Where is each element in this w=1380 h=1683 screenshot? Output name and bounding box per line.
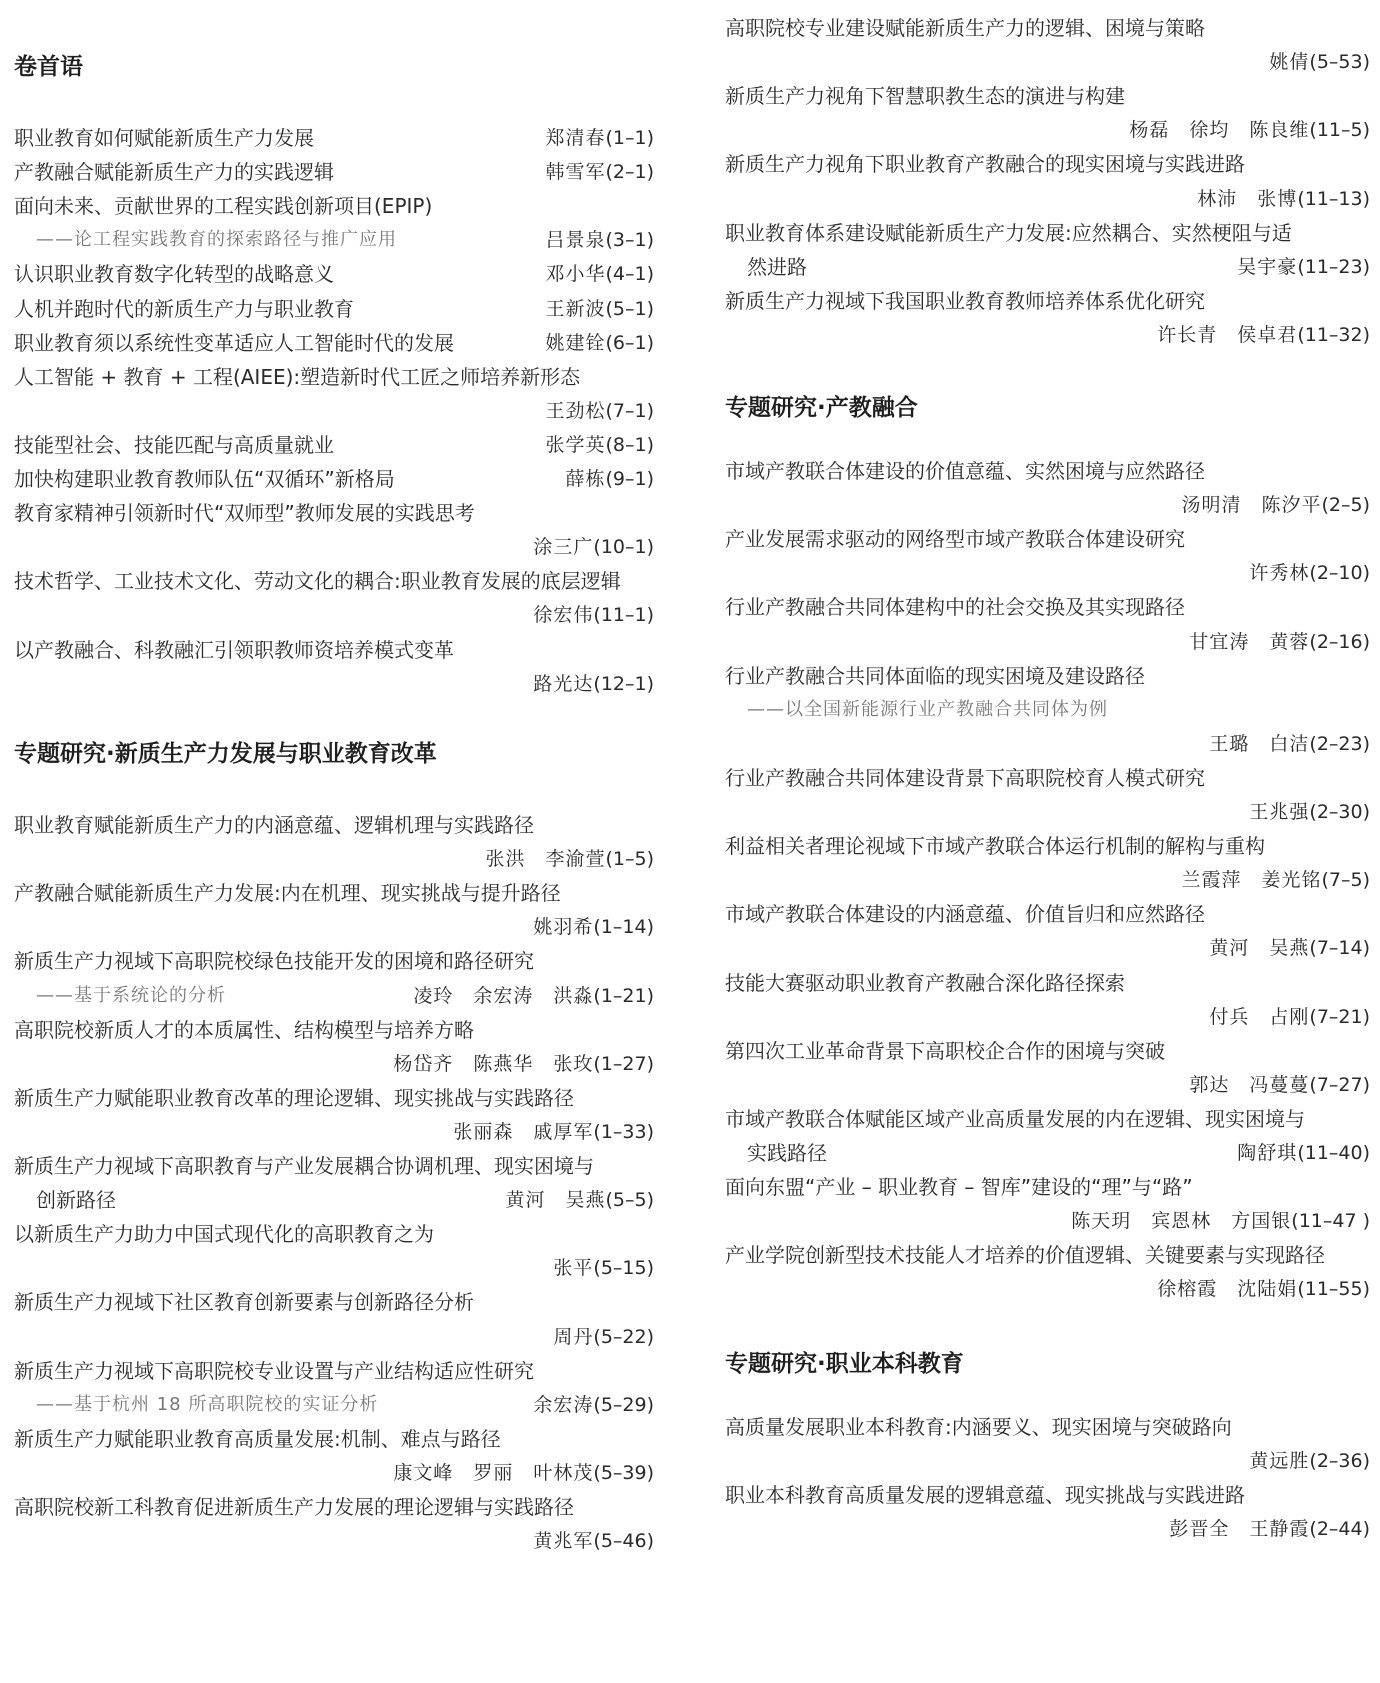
author-ref xyxy=(1157,319,1370,351)
article-title: 市域产教联合体赋能区域产业高质量发展的内在逻辑、现实困境与 xyxy=(725,1106,1305,1131)
author-names: 薛栋 xyxy=(565,468,606,490)
author-ref xyxy=(533,599,654,631)
author-names: 付兵 占刚 xyxy=(1209,1005,1310,1028)
toc-entry-author-row xyxy=(725,46,1370,78)
article-title: 产业学院创新型技术技能人才培养的价值逻辑、关键要素与实现路径 xyxy=(725,1243,1325,1268)
toc-entry xyxy=(725,285,1370,317)
toc-entry-author-row xyxy=(725,796,1370,828)
article-title: 行业产教融合共同体建构中的社会交换及其实现路径 xyxy=(725,595,1185,620)
toc-entry-author-row xyxy=(725,183,1370,215)
article-title: 高质量发展职业本科教育:内涵要义、现实困境与突破路向 xyxy=(725,1415,1232,1439)
toc-entry xyxy=(725,148,1370,180)
author-ref xyxy=(1249,1445,1370,1477)
toc-entry xyxy=(14,809,654,841)
author-names: 黄远胜 xyxy=(1249,1450,1310,1473)
issue-page-ref: (6–1) xyxy=(605,331,654,354)
article-title: 新质生产力视域下高职教育与产业发展耦合协调机理、现实困境与 xyxy=(14,1154,594,1178)
toc-entry xyxy=(14,1150,654,1182)
toc-entry-author-row xyxy=(725,319,1370,351)
author-ref xyxy=(1181,489,1370,521)
article-title: 市域产教联合体建设的价值意蕴、实然困境与应然路径 xyxy=(725,459,1205,483)
toc-entry xyxy=(14,429,654,461)
toc-entry-subtitle-row xyxy=(725,694,1370,726)
toc-entry xyxy=(14,327,654,359)
author-ref xyxy=(533,531,654,563)
article-title: 以产教融合、科教融汇引领职教师资培养模式变革 xyxy=(14,637,454,662)
toc-entry xyxy=(14,122,654,154)
article-title: 产业发展需求驱动的网络型市域产教联合体建设研究 xyxy=(725,527,1185,552)
article-subtitle: ——以全国新能源行业产教融合共同体为例 xyxy=(747,698,1108,720)
section-heading: 专题研究·新质生产力发展与职业教育改革 xyxy=(14,741,437,767)
toc-entry xyxy=(14,361,654,393)
issue-page-ref: (8–1) xyxy=(605,433,654,456)
issue-page-ref: (4–1) xyxy=(605,263,654,286)
toc-entry xyxy=(725,1239,1370,1271)
article-title: 新质生产力赋能职业教育改革的理论逻辑、现实挑战与实践路径 xyxy=(14,1085,574,1110)
toc-entry xyxy=(14,945,654,977)
author-ref xyxy=(1237,251,1370,283)
issue-page-ref: (2–44) xyxy=(1309,1518,1370,1541)
author-names: 汤明清 陈汐平 xyxy=(1181,494,1322,517)
author-ref xyxy=(453,1116,654,1148)
author-ref xyxy=(565,463,654,495)
author-names: 姚倩 xyxy=(1269,51,1310,74)
toc-entry-author-row xyxy=(14,911,654,943)
issue-page-ref: (1–27) xyxy=(593,1052,654,1075)
toc-entry xyxy=(725,12,1370,44)
author-ref xyxy=(545,395,654,427)
author-names: 涂三广 xyxy=(533,536,594,559)
author-ref xyxy=(1237,1137,1370,1169)
toc-entry xyxy=(14,258,654,290)
author-names: 路光达 xyxy=(533,672,594,695)
author-ref xyxy=(1157,1273,1370,1305)
section-heading: 卷首语 xyxy=(14,54,83,80)
toc-entry-subtitle-row xyxy=(14,980,654,1012)
issue-page-ref: (5–39) xyxy=(593,1461,654,1484)
author-ref xyxy=(1209,932,1370,964)
issue-page-ref: (7–14) xyxy=(1309,937,1370,960)
toc-entry xyxy=(14,293,654,325)
toc-entry-author-row xyxy=(14,531,654,563)
issue-page-ref: (5–15) xyxy=(593,1257,654,1280)
author-ref xyxy=(1197,183,1370,215)
author-ref xyxy=(393,1048,654,1080)
toc-entry xyxy=(725,455,1370,487)
author-ref xyxy=(1209,728,1370,760)
author-ref xyxy=(1129,114,1370,146)
toc-entry xyxy=(725,523,1370,555)
toc-entry-author-row xyxy=(14,1252,654,1284)
author-names: 张洪 李渝萱 xyxy=(485,848,606,871)
article-title: 职业本科教育高质量发展的逻辑意蕴、现实挑战与实践进路 xyxy=(725,1483,1245,1508)
author-names: 徐榕霞 沈陆娟 xyxy=(1157,1278,1298,1301)
issue-page-ref: (5–22) xyxy=(593,1325,654,1348)
toc-entry xyxy=(725,1479,1370,1511)
issue-page-ref: (12–1) xyxy=(593,672,654,695)
author-ref xyxy=(1181,864,1370,896)
author-ref xyxy=(545,122,654,154)
article-title: 新质生产力视域下高职院校专业设置与产业结构适应性研究 xyxy=(14,1358,534,1383)
toc-entry xyxy=(725,967,1370,999)
article-title: 新质生产力赋能职业教育高质量发展:机制、难点与路径 xyxy=(14,1426,501,1451)
issue-page-ref: (11–5) xyxy=(1309,119,1370,142)
article-title: 第四次工业革命背景下高职校企合作的困境与突破 xyxy=(725,1038,1165,1063)
toc-entry-author-row xyxy=(725,557,1370,589)
article-title: 职业教育赋能新质生产力的内涵意蕴、逻辑机理与实践路径 xyxy=(14,813,534,837)
author-names: 黄河 吴燕 xyxy=(1209,937,1310,960)
section-heading: 专题研究·职业本科教育 xyxy=(725,1351,964,1377)
issue-page-ref: (11–23) xyxy=(1297,255,1370,278)
toc-entry-author-row xyxy=(14,599,654,631)
issue-page-ref: (11–40) xyxy=(1297,1142,1370,1164)
article-title: 新质生产力视角下职业教育产教融合的现实困境与实践进路 xyxy=(725,152,1245,177)
issue-page-ref: (1–1) xyxy=(605,127,654,149)
author-names: 王兆强 xyxy=(1249,801,1310,823)
author-names: 郭达 冯蔓蔓 xyxy=(1189,1073,1310,1096)
toc-entry xyxy=(14,1218,654,1250)
issue-page-ref: (3–1) xyxy=(605,229,654,252)
article-title: 面向未来、贡献世界的工程实践创新项目(EPIP) xyxy=(14,194,433,219)
toc-entry xyxy=(725,591,1370,623)
author-ref xyxy=(533,1525,654,1557)
author-ref xyxy=(545,224,654,256)
toc-entry xyxy=(14,1014,654,1046)
issue-page-ref: (1–14) xyxy=(593,916,654,939)
toc-entry xyxy=(14,1286,654,1318)
toc-entry xyxy=(36,1184,654,1216)
toc-entry-author-row xyxy=(725,1069,1370,1101)
issue-page-ref: (2–1) xyxy=(605,161,654,184)
toc-entry xyxy=(725,1035,1370,1067)
issue-page-ref: (10–1) xyxy=(593,536,654,559)
toc-entry xyxy=(725,217,1370,249)
toc-entry xyxy=(725,1411,1370,1443)
toc-entry xyxy=(14,156,654,188)
author-ref xyxy=(545,156,654,188)
issue-page-ref: (2–16) xyxy=(1309,630,1370,653)
author-ref xyxy=(1169,1513,1370,1545)
toc-entry-author-row xyxy=(725,1513,1370,1545)
issue-page-ref: (9–1) xyxy=(605,468,654,490)
toc-entry-author-row xyxy=(725,489,1370,521)
toc-entry xyxy=(14,1355,654,1387)
issue-page-ref: (5–53) xyxy=(1309,51,1370,74)
toc-entry xyxy=(14,877,654,909)
toc-entry xyxy=(14,1082,654,1114)
toc-entry xyxy=(725,660,1370,692)
toc-entry xyxy=(747,1137,1370,1169)
author-ref xyxy=(1249,557,1370,589)
toc-entry-author-row xyxy=(725,932,1370,964)
author-ref xyxy=(1189,626,1370,658)
author-names: 徐宏伟 xyxy=(533,604,594,627)
issue-page-ref: (7–5) xyxy=(1321,869,1370,892)
author-ref xyxy=(545,293,654,325)
toc-entry-author-row xyxy=(725,1205,1370,1237)
article-title: 高职院校新质人才的本质属性、结构模型与培养方略 xyxy=(14,1017,474,1042)
article-title: 人工智能 + 教育 + 工程(AIEE):塑造新时代工匠之师培养新形态 xyxy=(14,364,581,389)
toc-entry xyxy=(725,762,1370,794)
issue-page-ref: (11–47 ) xyxy=(1291,1210,1370,1233)
issue-page-ref: (1–5) xyxy=(605,848,654,871)
article-title: 行业产教融合共同体面临的现实困境及建设路径 xyxy=(725,663,1145,688)
article-subtitle: ——基于杭州 18 所高职院校的实证分析 xyxy=(36,1393,379,1415)
author-ref xyxy=(533,1389,654,1421)
author-ref xyxy=(1249,796,1370,828)
article-title: 然进路 xyxy=(747,254,807,279)
toc-entry xyxy=(14,565,654,597)
toc-entry-author-row xyxy=(725,728,1370,760)
article-title: 职业教育如何赋能新质生产力发展 xyxy=(14,126,314,150)
article-title: 技术哲学、工业技术文化、劳动文化的耦合:职业教育发展的底层逻辑 xyxy=(14,569,621,594)
article-title: 教育家精神引领新时代“双师型”教师发展的实践思考 xyxy=(14,501,475,526)
article-subtitle: ——基于系统论的分析 xyxy=(36,984,226,1006)
article-title: 认识职业教育数字化转型的战略意义 xyxy=(14,262,334,287)
toc-entry xyxy=(725,830,1370,862)
issue-page-ref: (11–13) xyxy=(1297,187,1370,210)
toc-entry xyxy=(14,634,654,666)
toc-entry-author-row xyxy=(14,1321,654,1353)
author-names: 杨磊 徐均 陈良维 xyxy=(1129,119,1310,142)
issue-page-ref: (11–1) xyxy=(593,604,654,627)
issue-page-ref: (2–30) xyxy=(1309,801,1370,823)
author-names: 余宏涛 xyxy=(533,1393,594,1416)
section-heading: 专题研究·产教融合 xyxy=(725,395,918,421)
article-title: 技能大赛驱动职业教育产教融合深化路径探索 xyxy=(725,970,1125,995)
toc-entry xyxy=(14,463,654,495)
author-names: 周丹 xyxy=(553,1325,594,1348)
article-title: 新质生产力视域下我国职业教育教师培养体系优化研究 xyxy=(725,288,1205,313)
article-title: 人机并跑时代的新质生产力与职业教育 xyxy=(14,296,354,321)
article-subtitle: ——论工程实践教育的探索路径与推广应用 xyxy=(36,229,397,251)
toc-entry-author-row xyxy=(725,626,1370,658)
author-names: 黄河 吴燕 xyxy=(505,1189,606,1212)
issue-page-ref: (7–1) xyxy=(605,399,654,422)
author-ref xyxy=(1269,46,1370,78)
toc-entry xyxy=(725,1171,1370,1203)
author-names: 兰霞萍 姜光铭 xyxy=(1181,869,1322,892)
toc-entry-author-row xyxy=(725,864,1370,896)
author-names: 王璐 白洁 xyxy=(1209,732,1310,755)
article-title: 产教融合赋能新质生产力发展:内在机理、现实挑战与提升路径 xyxy=(14,881,561,906)
article-title: 职业教育体系建设赋能新质生产力发展:应然耦合、实然梗阻与适 xyxy=(725,220,1292,245)
toc-entry-author-row xyxy=(14,1457,654,1489)
author-names: 黄兆军 xyxy=(533,1530,594,1553)
author-names: 张平 xyxy=(553,1257,594,1280)
issue-page-ref: (7–27) xyxy=(1309,1073,1370,1096)
issue-page-ref: (11–55) xyxy=(1297,1278,1370,1301)
author-names: 甘宜涛 黄蓉 xyxy=(1189,630,1310,653)
issue-page-ref: (5–29) xyxy=(593,1393,654,1416)
toc-entry xyxy=(725,1103,1370,1135)
author-names: 许秀林 xyxy=(1249,562,1310,585)
toc-entry-subtitle-row xyxy=(14,224,654,256)
author-ref xyxy=(485,843,654,875)
toc-entry-author-row xyxy=(725,114,1370,146)
toc-entry-subtitle-row xyxy=(14,1389,654,1421)
author-ref xyxy=(505,1184,654,1216)
issue-page-ref: (5–1) xyxy=(605,297,654,320)
toc-entry xyxy=(725,898,1370,930)
toc-entry-author-row xyxy=(14,1116,654,1148)
issue-page-ref: (2–23) xyxy=(1309,732,1370,755)
author-names: 陶舒琪 xyxy=(1237,1142,1298,1164)
toc-entry-author-row xyxy=(725,1445,1370,1477)
article-title: 新质生产力视角下智慧职教生态的演进与构建 xyxy=(725,84,1125,109)
author-ref xyxy=(553,1321,654,1353)
issue-page-ref: (11–32) xyxy=(1297,323,1370,346)
toc-entry-author-row xyxy=(14,843,654,875)
author-names: 姚羽希 xyxy=(533,916,594,939)
article-title: 利益相关者理论视域下市域产教联合体运行机制的解构与重构 xyxy=(725,834,1265,859)
toc-entry-author-row xyxy=(14,1048,654,1080)
toc-entry xyxy=(14,1491,654,1523)
author-ref xyxy=(393,1457,654,1489)
author-names: 杨岱齐 陈燕华 张玫 xyxy=(393,1052,594,1075)
author-ref xyxy=(545,327,654,359)
toc-entry xyxy=(14,1423,654,1455)
author-names: 姚建铨 xyxy=(545,331,606,354)
author-names: 林沛 张博 xyxy=(1197,187,1298,210)
issue-page-ref: (2–10) xyxy=(1309,562,1370,585)
author-ref xyxy=(533,911,654,943)
author-names: 张学英 xyxy=(545,433,606,456)
article-title: 创新路径 xyxy=(36,1188,116,1213)
author-ref xyxy=(1071,1205,1370,1237)
author-names: 吕景泉 xyxy=(545,229,606,252)
toc-entry xyxy=(747,251,1370,283)
author-names: 韩雪军 xyxy=(545,161,606,184)
toc-entry-author-row xyxy=(725,1001,1370,1033)
article-title: 行业产教融合共同体建设背景下高职院校育人模式研究 xyxy=(725,765,1205,790)
toc-entry-author-row xyxy=(14,1525,654,1557)
article-title: 职业教育须以系统性变革适应人工智能时代的发展 xyxy=(14,330,454,355)
author-names: 张丽森 戚厚军 xyxy=(453,1120,594,1143)
article-title: 新质生产力视域下社区教育创新要素与创新路径分析 xyxy=(14,1290,474,1315)
issue-page-ref: (5–46) xyxy=(593,1530,654,1553)
author-names: 陈天玥 宾恩林 方国银 xyxy=(1071,1210,1292,1233)
author-ref xyxy=(545,258,654,290)
author-ref xyxy=(1209,1001,1370,1033)
article-title: 高职院校新工科教育促进新质生产力发展的理论逻辑与实践路径 xyxy=(14,1495,574,1519)
author-names: 王新波 xyxy=(545,297,606,320)
issue-page-ref: (5–5) xyxy=(605,1189,654,1212)
author-ref xyxy=(545,429,654,461)
article-title: 实践路径 xyxy=(747,1141,827,1165)
article-title: 高职院校专业建设赋能新质生产力的逻辑、困境与策略 xyxy=(725,16,1205,40)
article-title: 新质生产力视域下高职院校绿色技能开发的困境和路径研究 xyxy=(14,949,534,974)
article-title: 面向东盟“产业 – 职业教育 – 智库”建设的“理”与“路” xyxy=(725,1175,1193,1200)
issue-page-ref: (7–21) xyxy=(1309,1005,1370,1028)
author-names: 郑清春 xyxy=(545,127,606,149)
author-names: 邓小华 xyxy=(545,263,606,286)
author-names: 吴宇豪 xyxy=(1237,255,1298,278)
article-title: 技能型社会、技能匹配与高质量就业 xyxy=(14,432,334,457)
toc-entry xyxy=(14,497,654,529)
author-names: 许长青 侯卓君 xyxy=(1157,323,1298,346)
toc-entry xyxy=(725,80,1370,112)
issue-page-ref: (1–21) xyxy=(593,984,654,1007)
article-title: 以新质生产力助力中国式现代化的高职教育之为 xyxy=(14,1222,434,1247)
article-title: 市域产教联合体建设的内涵意蕴、价值旨归和应然路径 xyxy=(725,902,1205,927)
author-names: 凌玲 余宏涛 洪淼 xyxy=(413,984,594,1007)
author-ref xyxy=(533,668,654,700)
author-names: 彭晋全 王静霞 xyxy=(1169,1518,1310,1541)
author-ref xyxy=(553,1252,654,1284)
author-ref xyxy=(413,980,654,1012)
article-title: 产教融合赋能新质生产力的实践逻辑 xyxy=(14,160,334,185)
issue-page-ref: (2–5) xyxy=(1321,494,1370,517)
issue-page-ref: (1–33) xyxy=(593,1120,654,1143)
toc-entry-author-row xyxy=(14,395,654,427)
author-ref xyxy=(1189,1069,1370,1101)
issue-page-ref: (2–36) xyxy=(1309,1450,1370,1473)
toc-entry-author-row xyxy=(14,668,654,700)
toc-entry-author-row xyxy=(725,1273,1370,1305)
author-names: 王劲松 xyxy=(545,399,606,422)
toc-entry xyxy=(14,190,654,222)
article-title: 加快构建职业教育教师队伍“双循环”新格局 xyxy=(14,467,395,491)
author-names: 康文峰 罗丽 叶林茂 xyxy=(393,1461,594,1484)
